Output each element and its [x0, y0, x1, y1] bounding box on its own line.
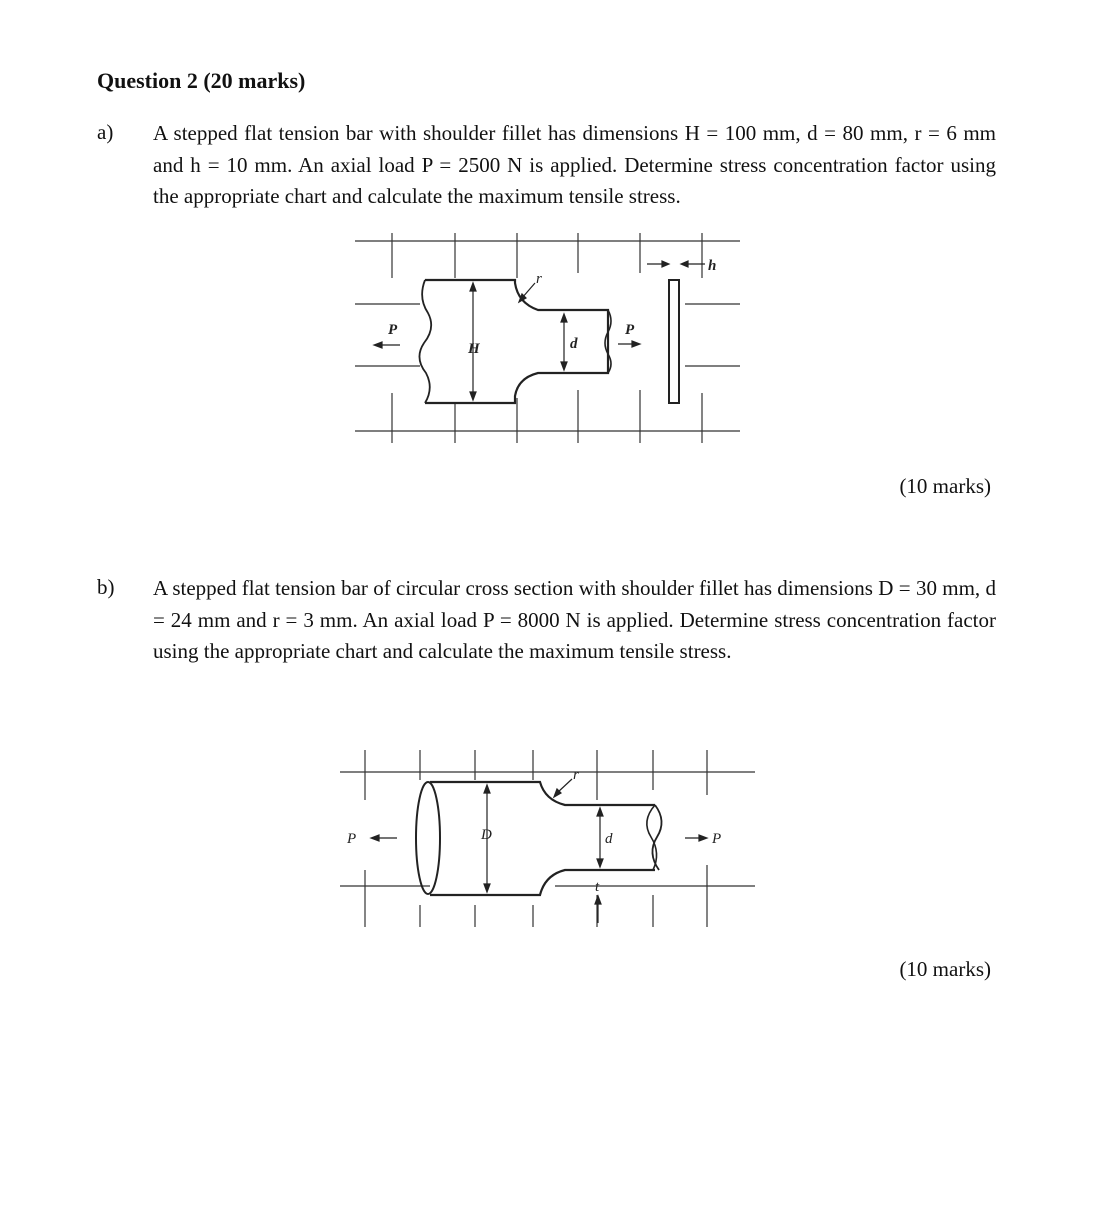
label-P-right: P — [625, 322, 635, 338]
question-title: Question 2 (20 marks) — [97, 68, 306, 93]
label-h: h — [708, 258, 717, 274]
figure-flat-stepped-bar — [350, 228, 745, 448]
label-t: t — [595, 879, 600, 895]
label-r: r — [536, 271, 542, 287]
label-P-left: P — [388, 322, 398, 338]
label-H: H — [468, 341, 480, 357]
label-P-right: P — [712, 831, 722, 847]
part-a-marks: (10 marks) — [899, 474, 991, 498]
figure-round-stepped-bar — [335, 745, 760, 935]
part-a-label: a) — [97, 120, 114, 144]
part-b-text: A stepped flat tension bar of circular cross section with shoulder fillet has dimensions D = 30 mm, d = 24 mm and r = 3 mm. An axial load P = 8000 N is applied. Determine stress concentration factor using the appropriate chart and calculate the maximum tensile stress. — [153, 576, 996, 663]
label-r: r — [573, 767, 579, 783]
part-b-label: b) — [97, 575, 115, 599]
part-a-text: A stepped flat tension bar with shoulder fillet has dimensions H = 100 mm, d = 80 mm, r = 6 mm and h = 10 mm. An axial load P = 2500 N is applied. Determine stress concentration factor using the appropriate chart and calculate the maximum tensile stress. — [153, 121, 996, 208]
label-P-left: P — [347, 831, 357, 847]
label-D: D — [481, 827, 492, 843]
label-d: d — [605, 831, 613, 847]
label-d: d — [570, 336, 578, 352]
part-b-marks: (10 marks) — [899, 957, 991, 981]
